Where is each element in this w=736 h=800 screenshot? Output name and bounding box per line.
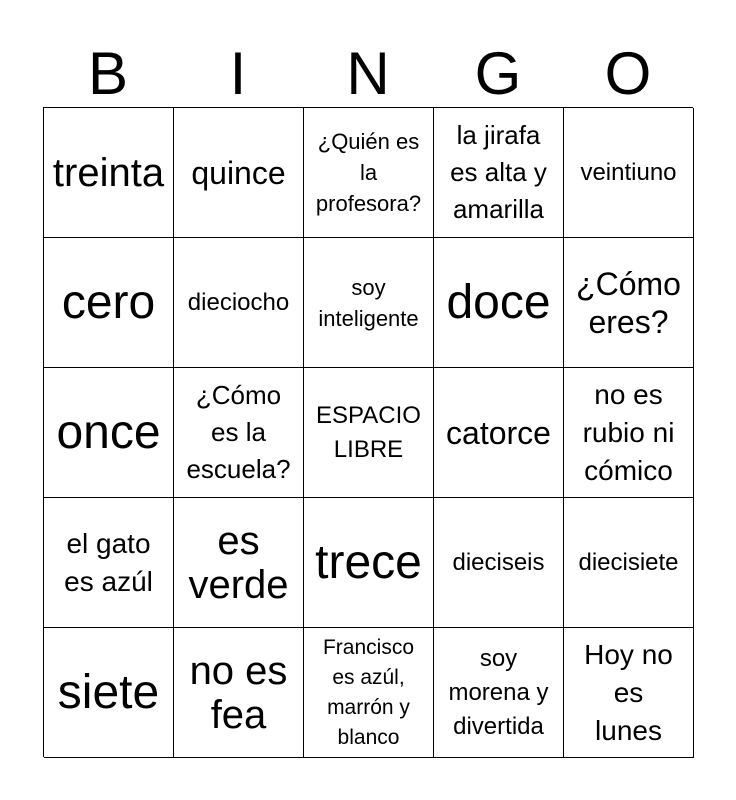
header-letter-n: N <box>346 40 390 107</box>
cell-text: no es rubio ni cómico <box>582 378 675 486</box>
header-letter-g: G <box>474 40 522 107</box>
cell-text: siete <box>57 665 160 719</box>
bingo-cell-r2-c2[interactable] <box>174 238 304 368</box>
cell-text: soy inteligente <box>318 274 419 331</box>
cell-text: ¿Cómo es la escuela? <box>186 380 291 484</box>
bingo-cell-r1-c1[interactable] <box>44 108 174 238</box>
header-letter-o: O <box>604 40 652 107</box>
cell-text: dieciseis <box>452 548 545 576</box>
cell-text: treinta <box>52 150 165 195</box>
bingo-cell-r1-c4[interactable] <box>434 108 564 238</box>
bingo-cell-r1-c5[interactable] <box>564 108 694 238</box>
cell-text: veintiuno <box>580 158 677 186</box>
cell-text: soy morena y divertida <box>448 644 549 740</box>
bingo-cell-r2-c3[interactable] <box>304 238 434 368</box>
bingo-cell-r5-c5[interactable] <box>564 628 694 758</box>
cell-text: quince <box>191 154 286 191</box>
cell-text: el gato es azúl <box>64 527 153 597</box>
header-letter-i: I <box>229 40 247 107</box>
cell-text: dieciocho <box>187 288 290 316</box>
bingo-header <box>43 40 693 108</box>
bingo-cell-r3-c2[interactable] <box>174 368 304 498</box>
cell-text: ¿Cómo eres? <box>576 265 681 340</box>
bingo-cell-r1-c3[interactable] <box>304 108 434 238</box>
header-letter-b: B <box>87 40 129 107</box>
bingo-cell-r2-c1[interactable] <box>44 238 174 368</box>
bingo-cell-r3-c1[interactable] <box>44 368 174 498</box>
bingo-cell-r5-c2[interactable] <box>174 628 304 758</box>
cell-text: es verde <box>188 518 289 607</box>
cell-text: trece <box>315 535 422 589</box>
bingo-cell-r5-c3[interactable] <box>304 628 434 758</box>
cell-text: once <box>56 405 161 459</box>
bingo-cell-r1-c2[interactable] <box>174 108 304 238</box>
free-space-text: ESPACIO LIBRE <box>316 401 421 463</box>
cell-text: no es fea <box>189 648 288 737</box>
bingo-cell-r5-c4[interactable] <box>434 628 564 758</box>
bingo-cell-r4-c4[interactable] <box>434 498 564 628</box>
bingo-cell-r4-c5[interactable] <box>564 498 694 628</box>
bingo-cell-r3-c5[interactable] <box>564 368 694 498</box>
bingo-cell-r3-c3[interactable] <box>304 368 434 498</box>
cell-text: ¿Quién es la profesora? <box>315 129 422 216</box>
bingo-board <box>43 107 693 757</box>
bingo-cell-r4-c3[interactable] <box>304 498 434 628</box>
cell-text: doce <box>446 275 551 329</box>
bingo-cell-r5-c1[interactable] <box>44 628 174 758</box>
cell-text: Hoy no es lunes <box>584 638 673 746</box>
cell-text: cero <box>61 275 156 329</box>
cell-text: Francisco es azúl, marrón y blanco <box>322 635 415 749</box>
bingo-cell-r2-c5[interactable] <box>564 238 694 368</box>
cell-text: diecisiete <box>578 548 679 576</box>
bingo-cell-r4-c1[interactable] <box>44 498 174 628</box>
bingo-cell-r2-c4[interactable] <box>434 238 564 368</box>
cell-text: la jirafa es alta y amarilla <box>450 120 547 224</box>
bingo-cell-r3-c4[interactable] <box>434 368 564 498</box>
bingo-cell-r4-c2[interactable] <box>174 498 304 628</box>
cell-text: catorce <box>446 414 551 451</box>
